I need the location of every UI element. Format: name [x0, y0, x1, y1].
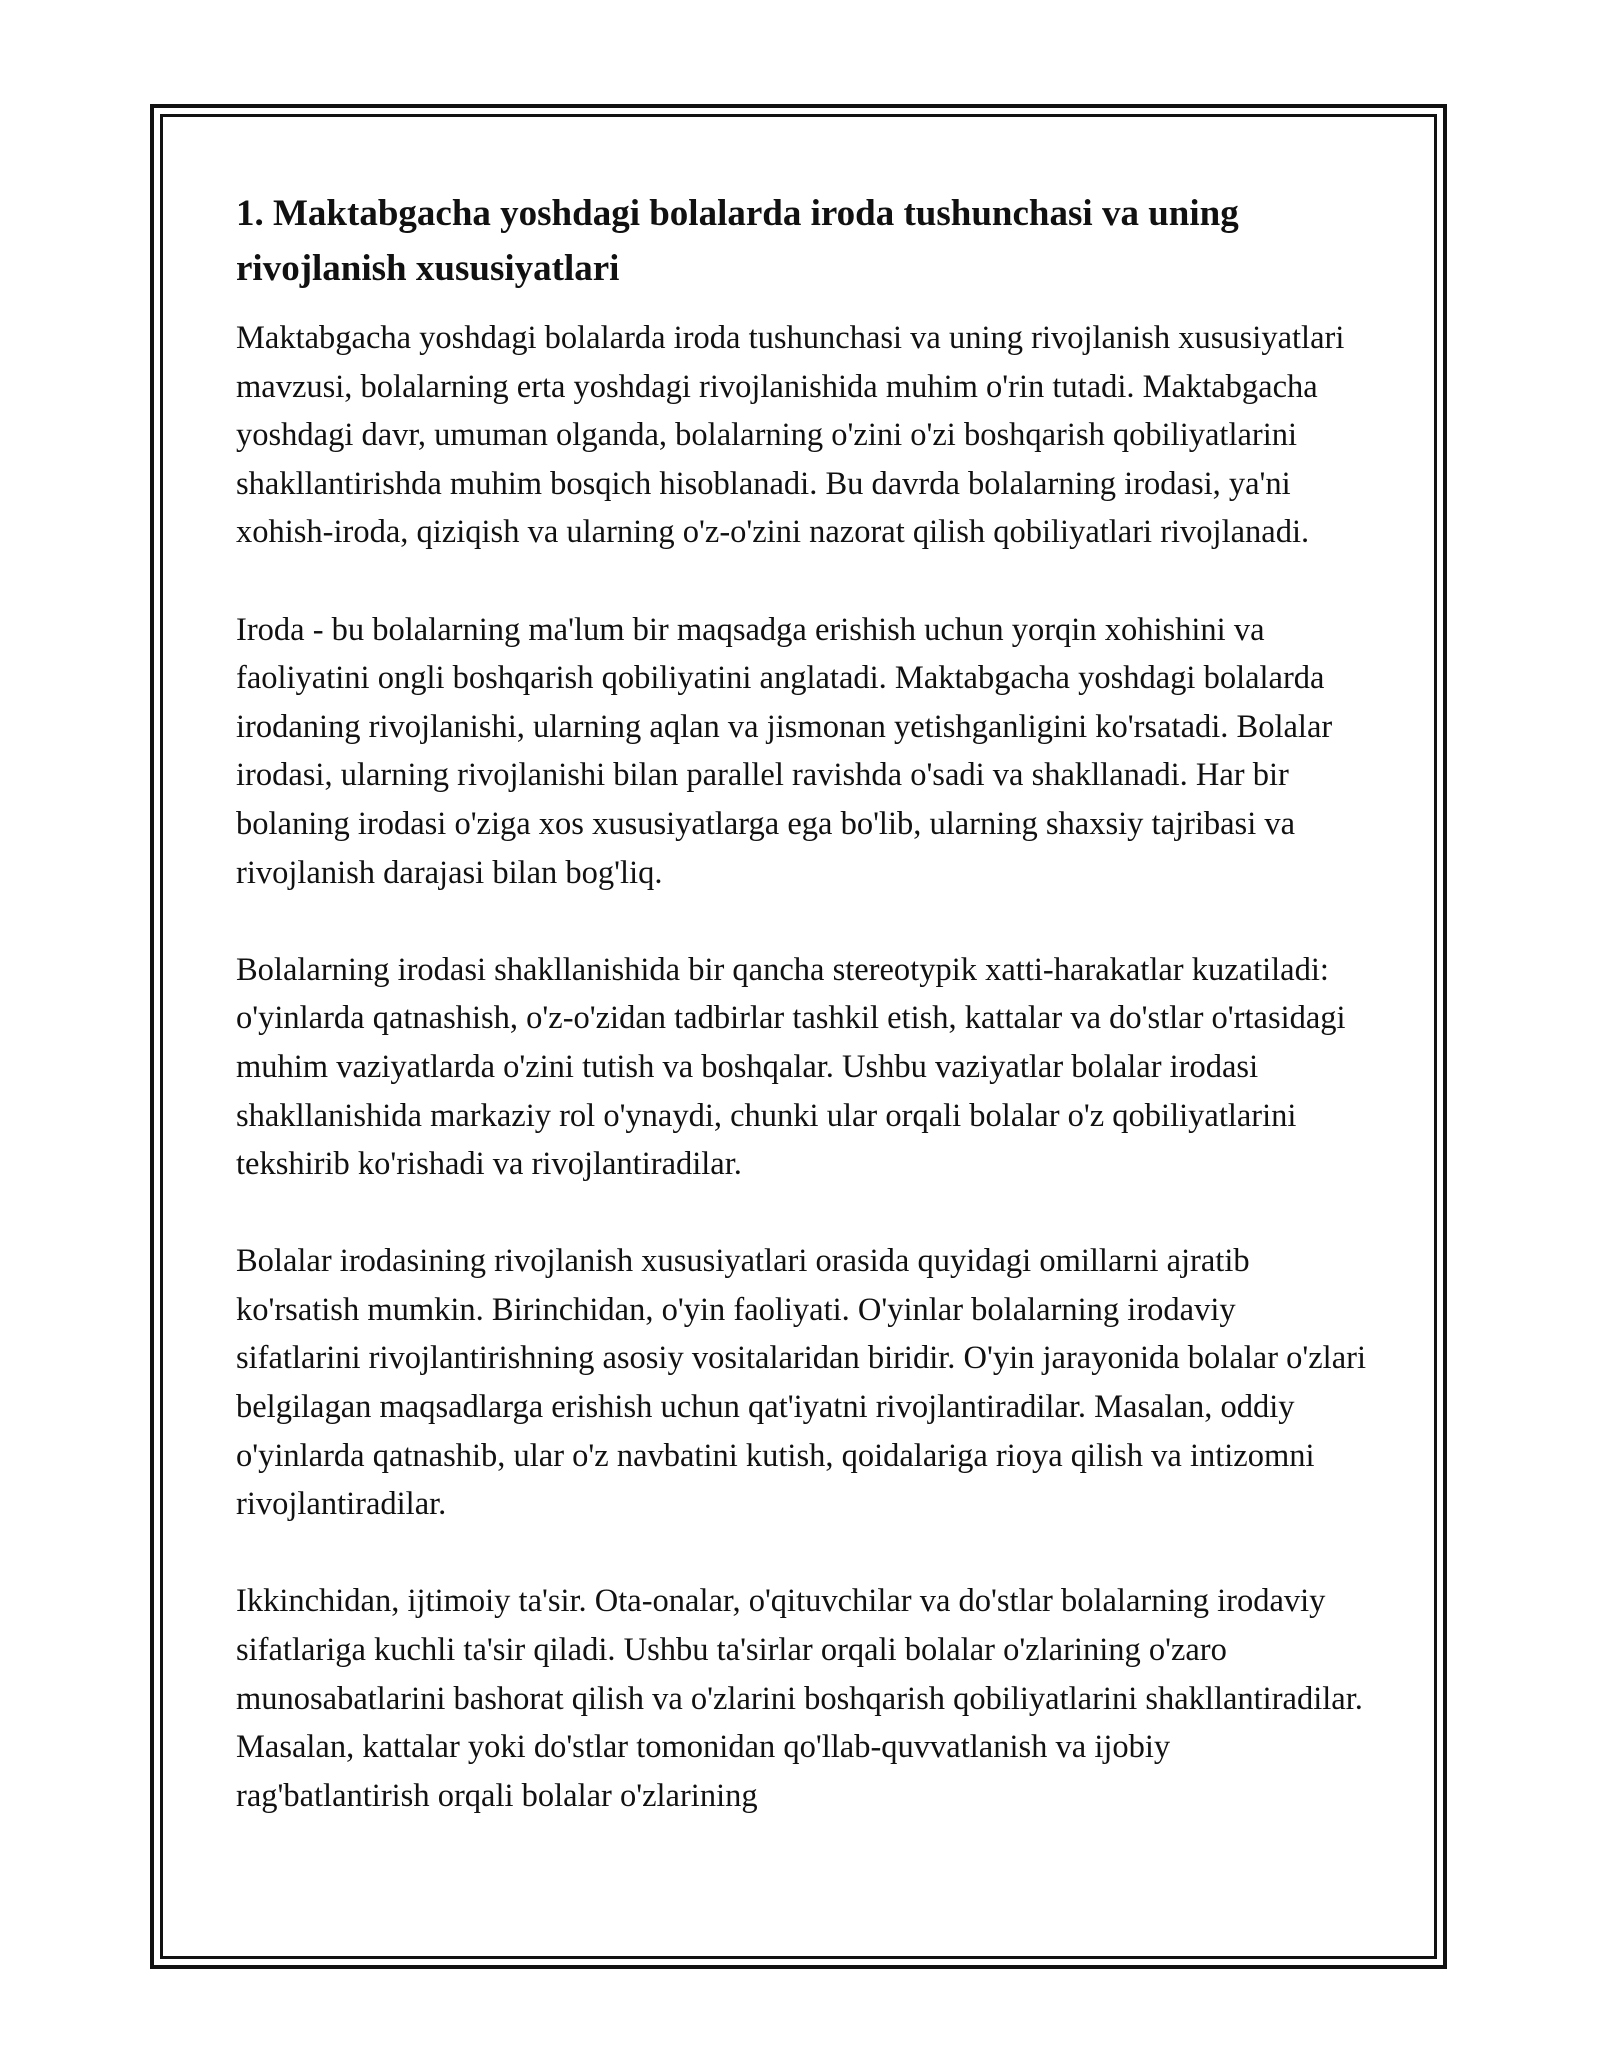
paragraph: Bolalarning irodasi shakllanishida bir qancha stereotypik xatti-harakatlar kuzatiladi: o'yinlarda qatnashish, o'z-o'zidan tadbirlar tashkil etish, kattalar va do'stlar o'rtasidagi muhim vaziyatlarda o'zini tutish va boshqalar. Ushbu vaziyatlar bolalar irodasi shakllanishida markaziy rol o'ynaydi, chunki ular orqali bolalar o'z qobiliyatlarini tekshirib ko'rishadi va rivojlantiradilar.	[236, 951, 1346, 1183]
paragraph: Iroda - bu bolalarning ma'lum bir maqsadga erishish uchun yorqin xohishini va faoliyatini ongli boshqarish qobiliyatini anglatadi. Maktabgacha yoshdagi bolalarda irodaning rivojlanishi, ularning aqlan va jismonan yetishganligini ko'rsatadi. Bolalar irodasi, ularning rivojlanishi bilan parallel ravishda o'sadi va shakllanadi. Har bir bolaning irodasi o'ziga xos xususiyatlarga ega bo'lib, ularning shaxsiy tajribasi va rivojlanish darajasi bilan bog'liq.	[236, 611, 1333, 891]
paragraph: Ikkinchidan, ijtimoiy ta'sir. Ota-onalar, o'qituvchilar va do'stlar bolalarning irodaviy sifatlariga kuchli ta'sir qiladi. Ushbu ta'sirlar orqali bolalar o'zlarining o'zaro munosabatlarini bashorat qilish va o'zlarini boshqarish qobiliyatlarini shakllantiradilar. Masalan, kattalar yoki do'stlar tomonidan qo'llab-quvvatlanish va ijobiy rag'batlantirish orqali bolalar o'zlarining	[236, 1583, 1363, 1814]
paragraph: Bolalar irodasining rivojlanish xususiyatlari orasida quyidagi omillarni ajratib ko'rsatish mumkin. Birinchidan, o'yin faoliyati. O'yinlar bolalarning irodaviy sifatlarini rivojlantirishning asosiy vositalaridan biridir. O'yin jarayonida bolalar o'zlari belgilagan maqsadlarga erishish uchun qat'iyatni rivojlantiradilar. Masalan, oddiy o'yinlarda qatnashib, ular o'z navbatini kutish, qoidalariga rioya qilish va intizomni rivojlantiradilar.	[236, 1243, 1366, 1523]
section-heading: 1. Maktabgacha yoshdagi bolalarda iroda tushunchasi va uning rivojlanish xususiyatlari	[236, 193, 1239, 289]
paragraph: Maktabgacha yoshdagi bolalarda iroda tushunchasi va uning rivojlanish xususiyatlari mavzusi, bolalarning erta yoshdagi rivojlanishida muhim o'rin tutadi. Maktabgacha yoshdagi davr, umuman olganda, bolalarning o'zini o'zi boshqarish qobiliyatlarini shakllantirishda muhim bosqich hisoblanadi. Bu davrda bolalarning irodasi, ya'ni xohish-iroda, qiziqish va ularning o'z-o'zini nazorat qilish qobiliyatlari rivojlanadi.	[236, 320, 1345, 551]
document-body	[236, 186, 1366, 1869]
